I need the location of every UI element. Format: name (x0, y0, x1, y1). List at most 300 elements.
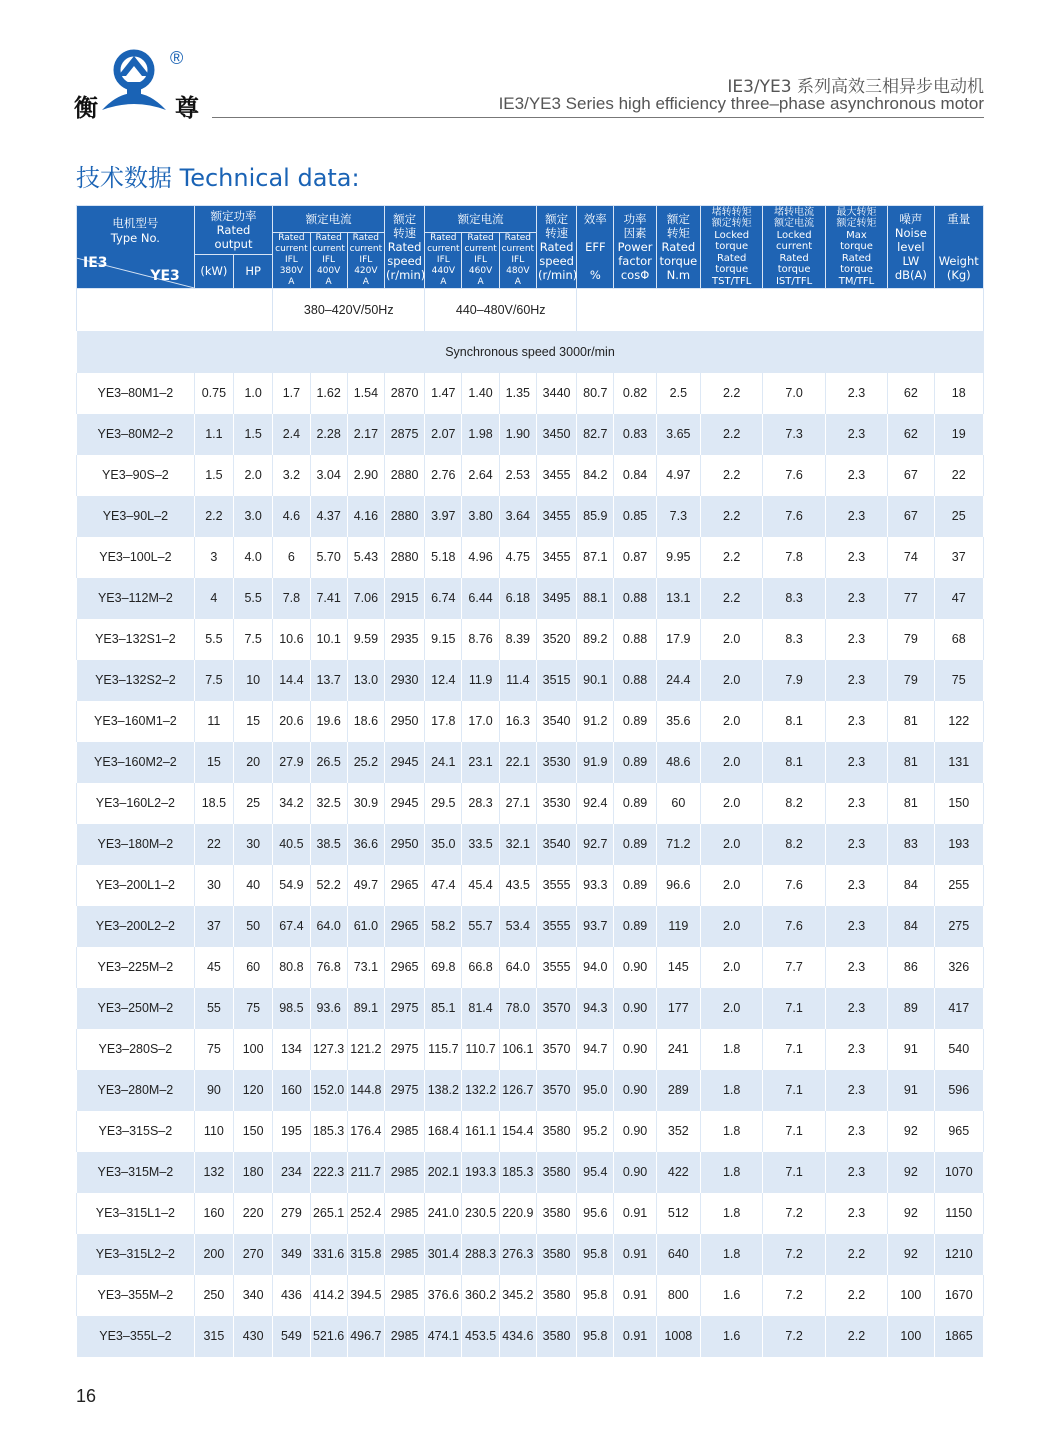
cell-a480: 43.5 (499, 865, 536, 906)
cell-tm: 2.3 (825, 947, 887, 988)
cell-hp: 30 (234, 824, 273, 865)
header-speed-en2: speed (387, 253, 422, 268)
cell-ist: 7.2 (763, 1193, 825, 1234)
cell-type: YE3–315M–2 (77, 1152, 195, 1193)
cell-eff: 87.1 (577, 537, 614, 578)
cell-ist: 7.1 (763, 1070, 825, 1111)
cell-tm: 2.3 (825, 1193, 887, 1234)
cell-weight: 965 (934, 1111, 984, 1152)
cell-torque: 422 (656, 1152, 700, 1193)
cell-eff: 95.2 (577, 1111, 614, 1152)
table-row (77, 578, 984, 619)
voltage-50hz: 380–420V/50Hz (273, 288, 425, 331)
cell-weight: 122 (934, 701, 984, 742)
cell-weight: 1150 (934, 1193, 984, 1234)
cell-speed60: 3570 (536, 988, 576, 1029)
cell-tst: 2.2 (700, 373, 762, 414)
cell-ist: 7.2 (763, 1275, 825, 1316)
cell-tst: 2.0 (700, 988, 762, 1029)
cell-pf: 0.89 (614, 701, 656, 742)
cell-a460: 66.8 (462, 947, 499, 988)
cell-a420: 394.5 (347, 1275, 384, 1316)
cell-a480: 53.4 (499, 906, 536, 947)
cell-kw: 132 (194, 1152, 233, 1193)
cell-eff: 95.8 (577, 1234, 614, 1275)
cell-a440: 85.1 (425, 988, 462, 1029)
cell-noise: 91 (888, 1029, 934, 1070)
cell-ist: 8.3 (763, 578, 825, 619)
cell-a460: 110.7 (462, 1029, 499, 1070)
cell-tst: 1.8 (700, 1029, 762, 1070)
cell-weight: 540 (934, 1029, 984, 1070)
header-tst-zh2: 额定转矩 (711, 218, 752, 230)
cell-a460: 6.44 (462, 578, 499, 619)
cell-hp: 60 (234, 947, 273, 988)
table-row (77, 455, 984, 496)
cell-weight: 417 (934, 988, 984, 1029)
cell-a420: 89.1 (347, 988, 384, 1029)
cell-a420: 49.7 (347, 865, 384, 906)
cell-kw: 15 (194, 742, 233, 783)
cell-speed60: 3495 (536, 578, 576, 619)
cell-a480: 8.39 (499, 619, 536, 660)
header-tq-unit: N.m (666, 267, 691, 282)
cell-a460: 23.1 (462, 742, 499, 783)
header-current-380v: Rated current IFL 380V A (273, 233, 310, 289)
cell-weight: 47 (934, 578, 984, 619)
cell-tm: 2.3 (825, 496, 887, 537)
cell-tst: 1.8 (700, 1193, 762, 1234)
table-row (77, 373, 984, 414)
cell-speed50: 2965 (384, 906, 424, 947)
cell-speed60: 3580 (536, 1152, 576, 1193)
cell-torque: 60 (656, 783, 700, 824)
header-speed-en1: Rated (387, 239, 422, 254)
cell-hp: 2.0 (234, 455, 273, 496)
cell-a480: 16.3 (499, 701, 536, 742)
header-ist-en1: Locked (776, 229, 812, 241)
cell-ist: 8.2 (763, 824, 825, 865)
cell-hp: 270 (234, 1234, 273, 1275)
header-ist-zh1: 堵转电流 (774, 206, 815, 218)
cell-a480: 3.64 (499, 496, 536, 537)
cell-a440: 115.7 (425, 1029, 462, 1070)
cell-tst: 2.0 (700, 865, 762, 906)
cell-kw: 2.2 (194, 496, 233, 537)
cell-type: YE3–315L2–2 (77, 1234, 195, 1275)
cell-a380: 14.4 (273, 660, 310, 701)
header-ist-unit: IST/TFL (775, 275, 813, 287)
table-row (77, 988, 984, 1029)
cell-weight: 1070 (934, 1152, 984, 1193)
cell-a440: 138.2 (425, 1070, 462, 1111)
cell-kw: 18.5 (194, 783, 233, 824)
cell-tm: 2.3 (825, 742, 887, 783)
cell-ist: 7.2 (763, 1316, 825, 1357)
cell-a460: 8.76 (462, 619, 499, 660)
cell-a400: 93.6 (310, 988, 347, 1029)
cell-hp: 180 (234, 1152, 273, 1193)
cell-ist: 7.8 (763, 537, 825, 578)
cell-tst: 2.0 (700, 947, 762, 988)
cell-speed60: 3580 (536, 1316, 576, 1357)
cell-type: YE3–160M2–2 (77, 742, 195, 783)
cell-a400: 32.5 (310, 783, 347, 824)
cell-torque: 4.97 (656, 455, 700, 496)
cell-noise: 77 (888, 578, 934, 619)
cell-eff: 80.7 (577, 373, 614, 414)
cell-tst: 2.2 (700, 578, 762, 619)
header-tm-en2: torque (840, 241, 873, 253)
cell-a460: 28.3 (462, 783, 499, 824)
header-tm-zh2: 额定转矩 (836, 218, 877, 230)
cell-speed60: 3555 (536, 947, 576, 988)
cell-a400: 414.2 (310, 1275, 347, 1316)
cell-tst: 2.2 (700, 537, 762, 578)
cell-speed50: 2880 (384, 496, 424, 537)
cell-ist: 7.6 (763, 455, 825, 496)
cell-a380: 80.8 (273, 947, 310, 988)
cell-tm: 2.3 (825, 373, 887, 414)
cell-noise: 83 (888, 824, 934, 865)
cell-speed50: 2930 (384, 660, 424, 701)
cell-tm: 2.3 (825, 1152, 887, 1193)
cell-a440: 1.47 (425, 373, 462, 414)
cell-a440: 376.6 (425, 1275, 462, 1316)
cell-speed50: 2975 (384, 1029, 424, 1070)
cell-tm: 2.3 (825, 865, 887, 906)
cell-pf: 0.90 (614, 1070, 656, 1111)
cell-a460: 1.40 (462, 373, 499, 414)
cell-kw: 1.1 (194, 414, 233, 455)
cell-weight: 596 (934, 1070, 984, 1111)
cell-type: YE3–160L2–2 (77, 783, 195, 824)
cell-hp: 15 (234, 701, 273, 742)
cell-speed50: 2950 (384, 824, 424, 865)
header-weight-unit: (Kg) (946, 267, 971, 282)
header-noise (888, 206, 934, 289)
cell-hp: 40 (234, 865, 273, 906)
cell-tm: 2.3 (825, 783, 887, 824)
cell-weight: 1865 (934, 1316, 984, 1357)
cell-kw: 1.5 (194, 455, 233, 496)
cell-a460: 11.9 (462, 660, 499, 701)
cell-a440: 2.76 (425, 455, 462, 496)
cell-torque: 289 (656, 1070, 700, 1111)
header-eff-unit: % (589, 267, 601, 282)
cell-torque: 800 (656, 1275, 700, 1316)
cell-kw: 37 (194, 906, 233, 947)
cell-speed60: 3515 (536, 660, 576, 701)
cell-kw: 250 (194, 1275, 233, 1316)
header-ist-zh2: 额定电流 (774, 218, 815, 230)
cell-torque: 48.6 (656, 742, 700, 783)
cell-speed60: 3540 (536, 824, 576, 865)
cell-noise: 92 (888, 1111, 934, 1152)
header-tm-en3: Rated (841, 252, 872, 264)
table-header (77, 206, 984, 289)
cell-a460: 161.1 (462, 1111, 499, 1152)
cell-tm: 2.3 (825, 906, 887, 947)
cell-a400: 52.2 (310, 865, 347, 906)
table-row (77, 701, 984, 742)
header-speed-en1: Rated (539, 239, 574, 254)
cell-ist: 7.6 (763, 865, 825, 906)
cell-type: YE3–315L1–2 (77, 1193, 195, 1234)
header-kw: (kW) (194, 254, 233, 288)
cell-a460: 360.2 (462, 1275, 499, 1316)
cell-speed50: 2985 (384, 1316, 424, 1357)
cell-a380: 134 (273, 1029, 310, 1070)
cell-eff: 93.7 (577, 906, 614, 947)
cell-speed60: 3580 (536, 1193, 576, 1234)
cell-speed60: 3570 (536, 1029, 576, 1070)
cell-a420: 1.54 (347, 373, 384, 414)
cell-eff: 94.0 (577, 947, 614, 988)
cell-noise: 100 (888, 1316, 934, 1357)
cell-torque: 17.9 (656, 619, 700, 660)
cell-a460: 17.0 (462, 701, 499, 742)
cell-noise: 100 (888, 1275, 934, 1316)
cell-ist: 7.3 (763, 414, 825, 455)
cell-kw: 3 (194, 537, 233, 578)
cell-weight: 18 (934, 373, 984, 414)
cell-a460: 45.4 (462, 865, 499, 906)
cell-torque: 145 (656, 947, 700, 988)
cell-kw: 0.75 (194, 373, 233, 414)
cell-tm: 2.3 (825, 988, 887, 1029)
header-speed-zh2: 转速 (545, 225, 569, 240)
cell-a380: 279 (273, 1193, 310, 1234)
cell-a440: 168.4 (425, 1111, 462, 1152)
header-max-torque (825, 206, 887, 289)
cell-eff: 91.2 (577, 701, 614, 742)
cell-hp: 220 (234, 1193, 273, 1234)
cell-tst: 2.0 (700, 906, 762, 947)
header-locked-torque (700, 206, 762, 289)
cell-a400: 19.6 (310, 701, 347, 742)
cell-pf: 0.87 (614, 537, 656, 578)
header-rated-output (194, 206, 273, 255)
cell-noise: 89 (888, 988, 934, 1029)
cell-a380: 54.9 (273, 865, 310, 906)
cell-eff: 90.1 (577, 660, 614, 701)
cell-a380: 6 (273, 537, 310, 578)
header-current-400v: Rated current IFL 400V A (310, 233, 347, 289)
cell-speed50: 2875 (384, 414, 424, 455)
cell-speed60: 3570 (536, 1070, 576, 1111)
table-row (77, 1029, 984, 1070)
table-row (77, 537, 984, 578)
cell-a420: 211.7 (347, 1152, 384, 1193)
header-power-en2: output (214, 236, 253, 251)
cell-weight: 75 (934, 660, 984, 701)
header-speed-unit: (r/min) (385, 267, 426, 282)
header-speed-zh2: 转速 (393, 225, 417, 240)
cell-a420: 2.90 (347, 455, 384, 496)
cell-a420: 4.16 (347, 496, 384, 537)
cell-a480: 27.1 (499, 783, 536, 824)
cell-noise: 79 (888, 619, 934, 660)
brand-name-right: 尊 (175, 94, 199, 122)
cell-a420: 2.17 (347, 414, 384, 455)
cell-a420: 252.4 (347, 1193, 384, 1234)
cell-speed50: 2985 (384, 1152, 424, 1193)
cell-tst: 1.8 (700, 1070, 762, 1111)
cell-tm: 2.2 (825, 1234, 887, 1275)
cell-tst: 2.2 (700, 414, 762, 455)
cell-speed50: 2965 (384, 947, 424, 988)
cell-speed50: 2945 (384, 742, 424, 783)
cell-hp: 3.0 (234, 496, 273, 537)
table-row (77, 660, 984, 701)
cell-kw: 30 (194, 865, 233, 906)
cell-a420: 36.6 (347, 824, 384, 865)
cell-tm: 2.3 (825, 701, 887, 742)
cell-hp: 10 (234, 660, 273, 701)
cell-pf: 0.90 (614, 1029, 656, 1070)
cell-eff: 95.8 (577, 1316, 614, 1357)
cell-a400: 331.6 (310, 1234, 347, 1275)
cell-a400: 38.5 (310, 824, 347, 865)
table-body (77, 373, 984, 1357)
cell-a460: 132.2 (462, 1070, 499, 1111)
cell-a420: 176.4 (347, 1111, 384, 1152)
cell-a420: 5.43 (347, 537, 384, 578)
header-tm-en4: torque (840, 264, 873, 276)
header-tst-en4: torque (715, 264, 749, 276)
cell-a480: 22.1 (499, 742, 536, 783)
cell-noise: 81 (888, 742, 934, 783)
cell-speed60: 3520 (536, 619, 576, 660)
cell-pf: 0.85 (614, 496, 656, 537)
cell-hp: 4.0 (234, 537, 273, 578)
cell-a440: 5.18 (425, 537, 462, 578)
cell-noise: 79 (888, 660, 934, 701)
cell-a460: 3.80 (462, 496, 499, 537)
cell-type: YE3–200L2–2 (77, 906, 195, 947)
cell-speed60: 3580 (536, 1111, 576, 1152)
cell-noise: 67 (888, 496, 934, 537)
cell-tst: 2.0 (700, 742, 762, 783)
cell-ist: 7.6 (763, 906, 825, 947)
cell-tst: 2.2 (700, 455, 762, 496)
cell-a380: 160 (273, 1070, 310, 1111)
cell-ist: 7.1 (763, 1029, 825, 1070)
voltage-blank-right (577, 288, 984, 331)
cell-a400: 7.41 (310, 578, 347, 619)
cell-weight: 25 (934, 496, 984, 537)
cell-a480: 6.18 (499, 578, 536, 619)
cell-tst: 2.0 (700, 701, 762, 742)
cell-ist: 7.9 (763, 660, 825, 701)
cell-eff: 82.7 (577, 414, 614, 455)
cell-a480: 4.75 (499, 537, 536, 578)
cell-a420: 7.06 (347, 578, 384, 619)
cell-hp: 25 (234, 783, 273, 824)
header-tq-en2: torque (659, 253, 698, 268)
cell-torque: 1008 (656, 1316, 700, 1357)
cell-a380: 7.8 (273, 578, 310, 619)
cell-type: YE3–80M1–2 (77, 373, 195, 414)
header-weight-en: Weight (938, 253, 979, 268)
cell-a400: 76.8 (310, 947, 347, 988)
header-noise-unit: dB(A) (894, 267, 927, 282)
cell-a380: 2.4 (273, 414, 310, 455)
cell-torque: 352 (656, 1111, 700, 1152)
cell-a420: 13.0 (347, 660, 384, 701)
cell-speed60: 3530 (536, 783, 576, 824)
cell-type: YE3–160M1–2 (77, 701, 195, 742)
header-weight (934, 206, 984, 289)
cell-a420: 18.6 (347, 701, 384, 742)
cell-torque: 96.6 (656, 865, 700, 906)
cell-torque: 24.4 (656, 660, 700, 701)
table-row (77, 1234, 984, 1275)
cell-ist: 8.2 (763, 783, 825, 824)
cell-tm: 2.3 (825, 537, 887, 578)
cell-hp: 50 (234, 906, 273, 947)
cell-a380: 10.6 (273, 619, 310, 660)
cell-a440: 12.4 (425, 660, 462, 701)
cell-tm: 2.3 (825, 1029, 887, 1070)
cell-weight: 1210 (934, 1234, 984, 1275)
cell-type: YE3–280S–2 (77, 1029, 195, 1070)
cell-pf: 0.91 (614, 1234, 656, 1275)
cell-tst: 2.0 (700, 824, 762, 865)
cell-a440: 202.1 (425, 1152, 462, 1193)
header-tst-unit: TST/TFL (712, 275, 752, 287)
section-title: 技术数据 Technical data: (76, 164, 360, 192)
header-tst-zh1: 堵转转矩 (711, 206, 752, 218)
cell-a480: 154.4 (499, 1111, 536, 1152)
cell-noise: 67 (888, 455, 934, 496)
cell-a480: 276.3 (499, 1234, 536, 1275)
cell-type: YE3–112M–2 (77, 578, 195, 619)
header-pf-unit: cosΦ (620, 267, 650, 282)
cell-a460: 4.96 (462, 537, 499, 578)
cell-a440: 29.5 (425, 783, 462, 824)
table-row (77, 414, 984, 455)
cell-pf: 0.91 (614, 1316, 656, 1357)
cell-type: YE3–355L–2 (77, 1316, 195, 1357)
cell-noise: 86 (888, 947, 934, 988)
header-type-zh: 电机型号 (112, 216, 159, 230)
cell-kw: 90 (194, 1070, 233, 1111)
header-tm-zh1: 最大转矩 (836, 206, 877, 218)
cell-kw: 160 (194, 1193, 233, 1234)
cell-eff: 84.2 (577, 455, 614, 496)
cell-a460: 33.5 (462, 824, 499, 865)
cell-speed50: 2975 (384, 1070, 424, 1111)
cell-weight: 131 (934, 742, 984, 783)
cell-eff: 92.7 (577, 824, 614, 865)
cell-type: YE3–132S1–2 (77, 619, 195, 660)
cell-pf: 0.84 (614, 455, 656, 496)
cell-a400: 2.28 (310, 414, 347, 455)
cell-ist: 7.1 (763, 988, 825, 1029)
cell-weight: 37 (934, 537, 984, 578)
cell-ist: 7.0 (763, 373, 825, 414)
header-speed-zh1: 额定 (545, 211, 569, 226)
cell-a480: 11.4 (499, 660, 536, 701)
cell-a440: 3.97 (425, 496, 462, 537)
cell-pf: 0.89 (614, 783, 656, 824)
header-divider (212, 117, 984, 118)
header-type-no (77, 206, 195, 289)
header-ie3: IE3 (83, 254, 108, 271)
header-current-440v: Rated current IFL 440V A (425, 233, 462, 289)
